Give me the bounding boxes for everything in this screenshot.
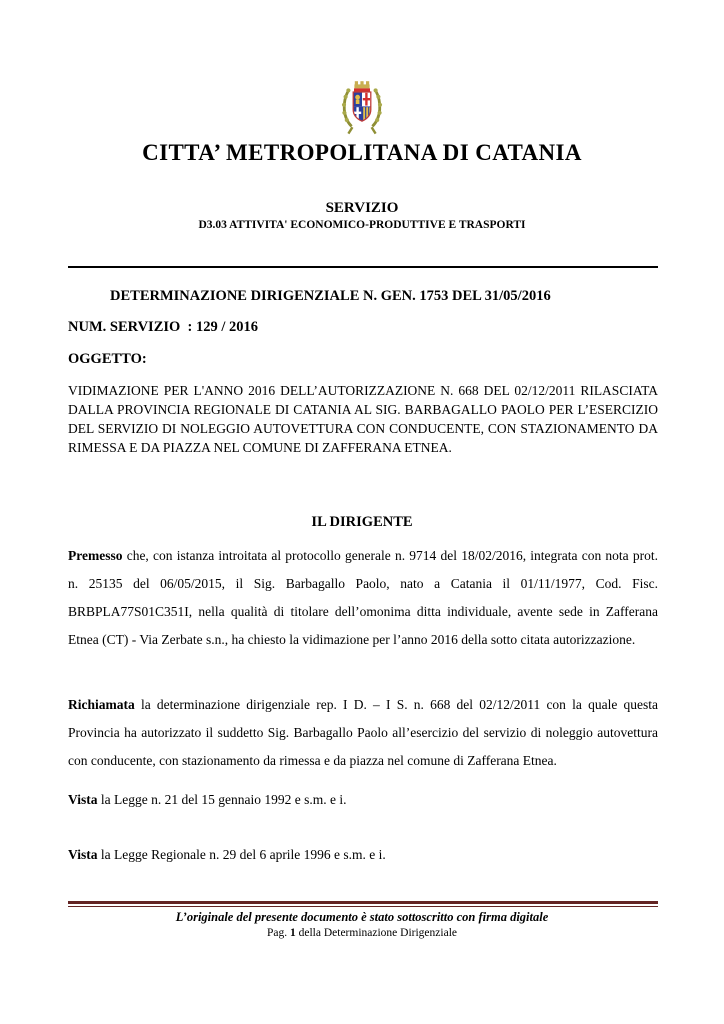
subject-text: VIDIMAZIONE PER L'ANNO 2016 DELL’AUTORIZZAZIONE N. 668 DEL 02/12/2011 RILASCIATA DALLA PROVINCIA REGIONALE DI CATANIA AL SIG. BARBAGALLO PAOLO PER L’ESERCIZIO DEL SERVIZIO DI NOLEGGIO AUTOVETTURA CON CONDUCENTE, CON STAZIONAMENTO DA RIMESSA E DA PIAZZA NEL COMUNE DI ZAFFERANA ETNEA. — [68, 383, 658, 455]
paragraph-lead-word: Vista — [68, 792, 98, 807]
paragraph-lead-word: Premesso — [68, 548, 123, 563]
page-title: CITTA’ METROPOLITANA DI CATANIA — [142, 140, 582, 165]
service-number-line: NUM. SERVIZIO : 129 / 2016 — [68, 319, 259, 335]
digital-signature-note: L’originale del presente documento è stato sottoscritto con firma digitale — [175, 910, 549, 924]
paragraph-lead-word: Richiamata — [68, 697, 135, 712]
determination-title: DETERMINAZIONE DIRIGENZIALE N. GEN. 1753 DEL 31/05/2016 — [110, 288, 551, 304]
coat-of-arms-icon — [338, 80, 386, 136]
paragraph-vista-legge-1996 — [68, 841, 658, 869]
page-number-line — [0, 927, 724, 939]
header-divider — [68, 266, 658, 268]
paragraph-lead-word: Vista — [68, 847, 98, 862]
subject-label: OGGETTO: — [68, 351, 147, 367]
service-department: D3.03 ATTIVITA' ECONOMICO-PRODUTTIVE E TRASPORTI — [198, 219, 526, 231]
paragraph-body-text: la determinazione dirigenziale rep. I D. – I S. n. 668 del 02/12/2011 con la quale questa Provincia ha autorizzato il suddetto Sig. Barbagallo Paolo all’esercizio del servizio di noleggio autovettura con conducente, con stazionamento da rimessa e da piazza nel comune di Zafferana Etnea. — [68, 697, 658, 768]
paragraph-premesso — [68, 542, 658, 654]
paragraph-body-text: la Legge Regionale n. 29 del 6 aprile 1996 e s.m. e i. — [97, 847, 386, 862]
paragraph-vista-legge-1992 — [68, 786, 658, 814]
footer-divider — [68, 901, 658, 907]
paragraph-richiamata — [68, 691, 658, 775]
page-number-prefix: Pag. — [267, 927, 290, 939]
page-number: 1 — [290, 927, 296, 939]
page-number-suffix: della Determinazione Dirigenziale — [295, 927, 457, 939]
paragraph-body-text: che, con istanza introitata al protocollo generale n. 9714 del 18/02/2016, integrata con nota prot. n. 25135 del 06/05/2015, il Sig. Barbagallo Paolo, nato a Catania il 01/11/1977, Cod. Fisc. BRBPLA77S01C351I, nella qualità di titolare dell’omonima ditta individuale, avente sede in Zafferana Etnea (CT) - Via Zerbate s.n., ha chiesto la vidimazione per l’anno 2016 della sotto citata autorizzazione. — [68, 548, 658, 647]
dirigente-heading: IL DIRIGENTE — [311, 514, 413, 530]
service-heading: SERVIZIO — [325, 200, 399, 216]
paragraph-body-text: la Legge n. 21 del 15 gennaio 1992 e s.m. e i. — [97, 792, 347, 807]
